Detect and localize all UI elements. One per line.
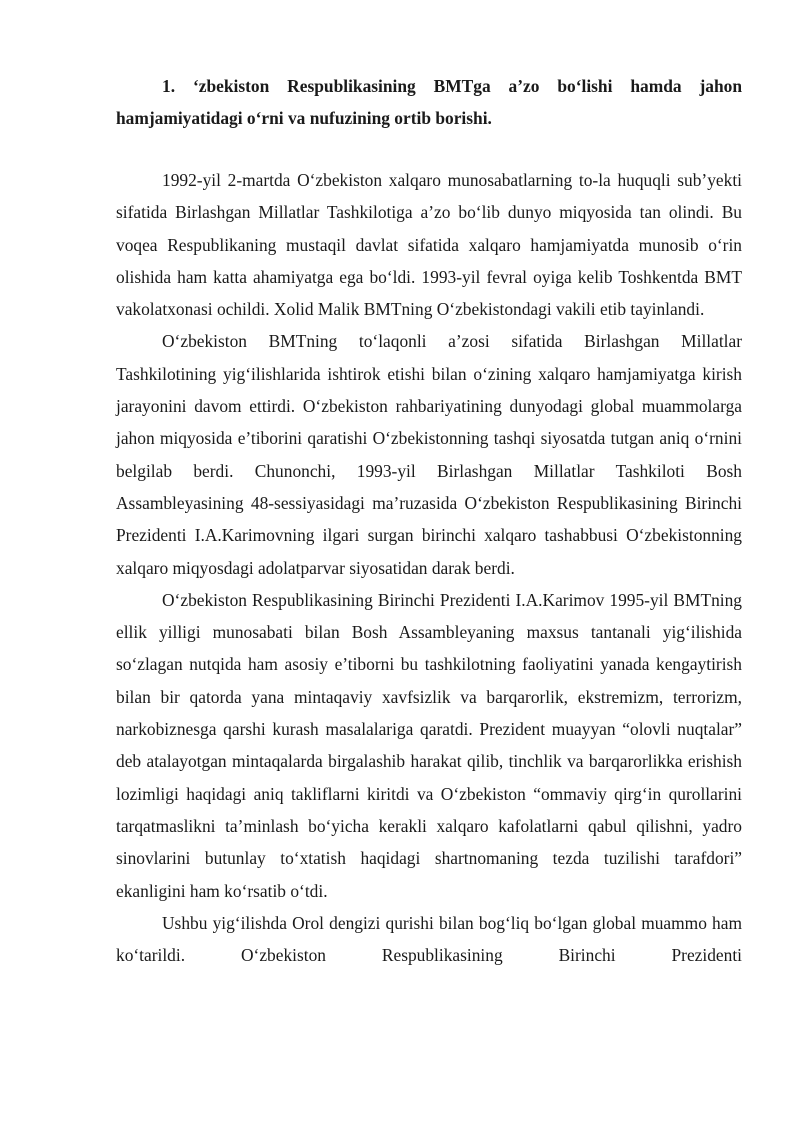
paragraph: Ushbu yig‘ilishda Orol dengizi qurishi bilan bog‘liq bo‘lgan global muammo ham ko‘tarildi. O‘zbekiston Respublikasining Birinchi Prezidenti [116,912,742,966]
paragraph: O‘zbekiston Respublikasining Birinchi Prezidenti I.A.Karimov 1995-yil BMTning ellik yilligi munosabati bilan Bosh Assambleyaning maxsus tantanali yig‘ilishida so‘zlagan nutqida ham asosiy e’tiborni bu tashkilotning faoliyatini yanada kengaytirish bilan bir qatorda yana mintaqaviy xavfsizlik va barqarorlik, ekstremizm, terrorizm, narkobiznesga qarshi kurash masalalariga qaratdi. Prezident muayyan “olovli nuqtalar” deb atalayotgan mintaqalarda birgalashib harakat qilib, tinchlik va barqarorlikka erishish lozimligi haqidagi aniq takliflarni kiritdi va O‘zbekiston “ommaviy qirg‘in qurollarini tarqatmaslikni ta’minlash bo‘yicha kerakli xalqaro kafolatlarni qabul qilishni, yadro sinovlarini butunlay to‘xtatish haqidagi shartnomaning tezda tuzilishi tarafdori” ekanligini ham ko‘rsatib o‘tdi. [116,589,742,901]
paragraph: O‘zbekiston BMTning to‘laqonli a’zosi sifatida Birlashgan Millatlar Tashkilotining yig‘ilishlarida ishtirok etishi bilan o‘zining xalqaro hamjamiyatga kirish jarayonini davom ettirdi. O‘zbekiston rahbariyatining dunyodagi global muammolarga jahon miqyosida e’tiborini qaratishi O‘zbekistonning tashqi siyosatda tutgan aniq o‘rnini belgilab berdi. Chunonchi, 1993-yil Birlashgan Millatlar Tashkiloti Bosh Assambleyasining 48-sessiyasidagi ma’ruzasida O‘zbekiston Respublikasining Birinchi Prezidenti I.A.Karimovning ilgari surgan birinchi xalqaro tashabbusi O‘zbekistonning xalqaro miqyosdagi adolatparvar siyosatidan darak berdi. [116,331,742,578]
paragraph: 1992-yil 2-martda O‘zbekiston xalqaro munosabatlarning to-la huquqli sub’yekti sifatida Birlashgan Millatlar Tashkilotiga a’zo bo‘lib dunyo miqyosida tan olindi. Bu voqea Respublikaning mustaqil davlat sifatida xalqaro hamjamiyatda munosib o‘rin olishida ham katta ahamiyatga ega bo‘ldi. 1993-yil fevral oyiga kelib Toshkentda BMT vakolatxonasi ochildi. Xolid Malik BMTning O‘zbekistondagi vakili etib tayinlandi. [116,170,742,320]
section-heading: 1. ‘zbekiston Respublikasining BMTga a’zo bo‘lishi hamda jahon hamjamiyatidagi o‘rni va nufuzining ortib borishi. [116,76,742,128]
document-page [116,70,742,971]
